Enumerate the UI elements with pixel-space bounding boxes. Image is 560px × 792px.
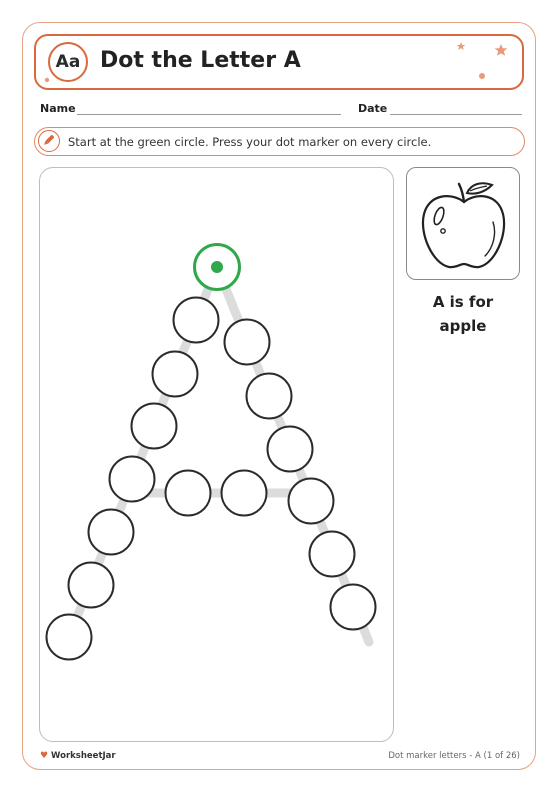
dot-circle (166, 471, 211, 516)
heart-icon: ♥ (40, 751, 49, 761)
date-label: Date (358, 102, 388, 115)
dot-circle (69, 563, 114, 608)
dot-circle (132, 404, 177, 449)
decor-dot-right (479, 73, 485, 79)
picture-caption (406, 290, 520, 338)
dot-circle (174, 298, 219, 343)
dot-circle (289, 479, 334, 524)
dot-circle (268, 427, 313, 472)
pencil-icon (38, 130, 60, 152)
dot-circle (247, 374, 292, 419)
footer-page-info: Dot marker letters - A (1 of 26) (388, 751, 520, 761)
footer-brand (40, 751, 116, 761)
dot-circle (225, 320, 270, 365)
instruction-text: Start at the green circle. Press your dot marker on every circle. (68, 135, 432, 149)
dot-circle (222, 471, 267, 516)
dot-circle (331, 585, 376, 630)
name-field[interactable] (77, 114, 341, 115)
dot-circle (110, 457, 155, 502)
worksheet-header (34, 34, 524, 90)
small-star-icon (457, 42, 466, 50)
caption-line-2: apple (439, 317, 487, 335)
caption-line-1: A is for (432, 293, 494, 311)
dot-circle (89, 510, 134, 555)
dot-circle (47, 615, 92, 660)
name-label: Name (40, 102, 76, 115)
dot-circle (153, 352, 198, 397)
brand-name: WorksheetJar (51, 751, 116, 761)
date-field[interactable] (390, 114, 522, 115)
letter-panel (39, 167, 394, 742)
letter-a-dot-path (40, 168, 395, 743)
star-icon (495, 44, 508, 56)
instruction-bar (34, 127, 525, 156)
letter-badge: Aa (48, 42, 88, 82)
start-dot (211, 261, 223, 273)
decor-dot-left (45, 78, 49, 82)
page-title: Dot the Letter A (100, 48, 301, 73)
dot-circle (310, 532, 355, 577)
apple-icon (407, 168, 521, 281)
picture-box (406, 167, 520, 280)
